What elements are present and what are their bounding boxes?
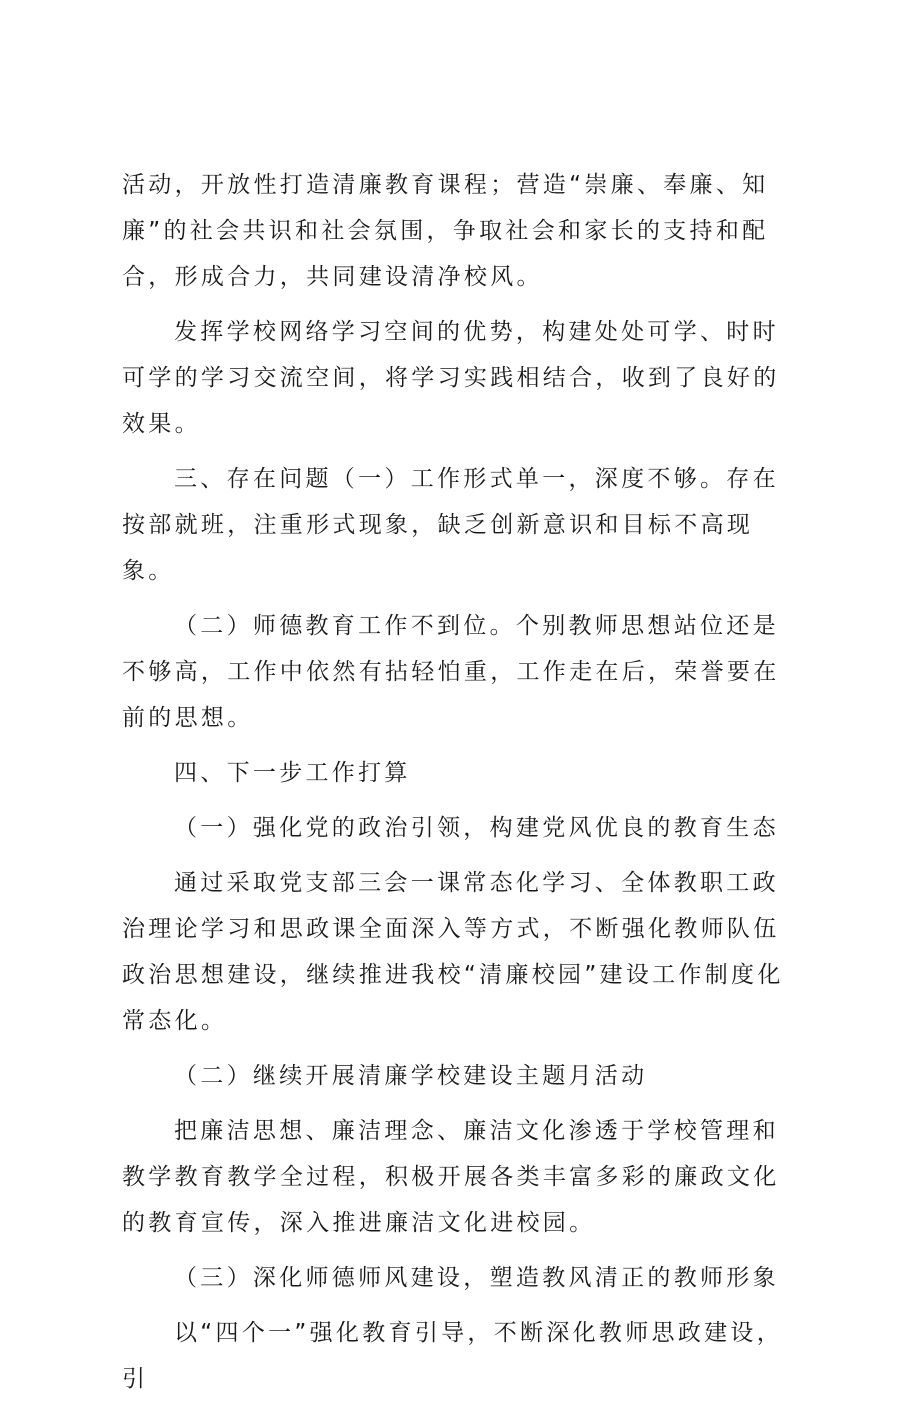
paragraph-problems-1: 三、存在问题（一）工作形式单一，深度不够。存在按部就班，注重形式现象，缺乏创新意识和目标不高现象。 [122, 466, 779, 584]
subheading-2: （二）继续开展清廉学校建设主题月活动 [174, 1063, 648, 1089]
paragraph-subheading-3-body: 以“四个一”强化教育引导，不断深化教师思政建设，引 [122, 1320, 784, 1392]
paragraph-network-learning: 发挥学校网络学习空间的优势，构建处处可学、时时可学的学习交流空间，将学习实践相结合，收到了良好的效果。 [122, 319, 780, 437]
paragraph-problems-2: （二）师德教育工作不到位。个别教师思想站位还是不够高，工作中依然有拈轻怕重，工作走在后，荣誉要在前的思想。 [122, 613, 780, 731]
section-heading-next-steps: 四、下一步工作打算 [174, 760, 411, 786]
subheading-1: （一）强化党的政治引领，构建党风优良的教育生态 [174, 815, 779, 841]
paragraph-continuation: 活动，开放性打造清廉教育课程；营造“崇廉、奉廉、知廉”的社会共识和社会氛围，争取社会和家长的支持和配合，形成合力，共同建设清净校风。 [122, 172, 769, 290]
document-body [122, 162, 802, 1411]
paragraph-subheading-2-body: 把廉洁思想、廉洁理念、廉洁文化渗透于学校管理和教学教育教学全过程，积极开展各类丰富多彩的廉政文化的教育宣传，深入推进廉洁文化进校园。 [122, 1118, 780, 1236]
subheading-3: （三）深化师德师风建设，塑造教风清正的教师形象 [174, 1265, 779, 1291]
paragraph-subheading-1-body: 通过采取党支部三会一课常态化学习、全体教职工政治理论学习和思政课全面深入等方式，不断强化教师队伍政治思想建设，继续推进我校“清廉校园”建设工作制度化常态化。 [122, 870, 784, 1034]
